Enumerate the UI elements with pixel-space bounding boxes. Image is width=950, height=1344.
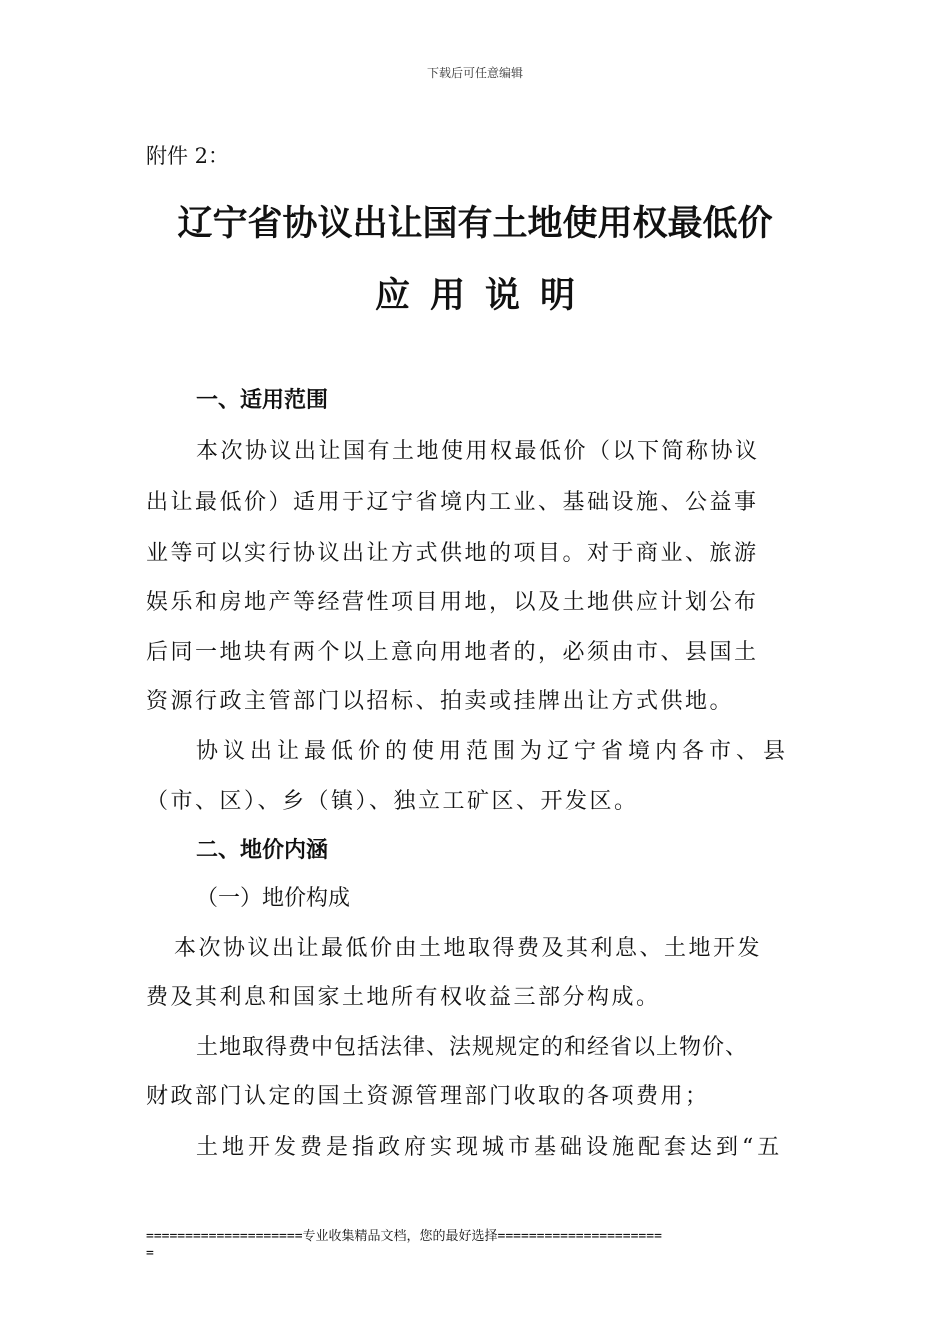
paragraph-line: 土地取得费中包括法律、法规规定的和经省以上物价、 [196,1035,749,1060]
paragraph-line: 费及其利息和国家土地所有权收益三部分构成。 [146,985,661,1010]
paragraph-line: 出让最低价）适用于辽宁省境内工业、基础设施、公益事 [146,490,759,515]
footer-tail: = [146,1246,154,1261]
paragraph-line: 业等可以实行协议出让方式供地的项目。对于商业、旅游 [146,541,759,566]
paragraph-line: 土地开发费是指政府实现城市基础设施配套达到“五 [196,1135,784,1160]
paragraph-line: 后同一地块有两个以上意向用地者的，必须由市、县国土 [146,640,759,665]
paragraph-line: （市、区）、乡（镇）、独立工矿区、开发区。 [146,789,639,814]
document-title-line2: 应用说明 [374,276,595,316]
section-heading: 二、地价内涵 [196,838,329,863]
document-title-line1: 辽宁省协议出让国有土地使用权最低价 [177,204,773,244]
paragraph-line: 娱乐和房地产等经营性项目用地，以及土地供应计划公布 [146,590,759,615]
paragraph-line: 资源行政主管部门以招标、拍卖或挂牌出让方式供地。 [146,689,735,714]
paragraph-line: 本次协议出让国有土地使用权最低价（以下简称协议 [196,439,760,464]
paragraph-line: 财政部门认定的国土资源管理部门收取的各项费用； [146,1084,710,1109]
paragraph-line: （一）地价构成 [196,886,351,911]
section-heading: 一、适用范围 [196,388,329,413]
attachment-label: 附件 2： [146,144,230,168]
footer-banner: ====================专业收集精品文档，您的最好选择===================== [146,1229,662,1244]
paragraph-line: 协议出让最低价的使用范围为辽宁省境内各市、县 [196,739,791,764]
header-note: 下载后可任意编辑 [426,66,523,80]
paragraph-line: 本次协议出让最低价由土地取得费及其利息、土地开发 [174,936,763,961]
